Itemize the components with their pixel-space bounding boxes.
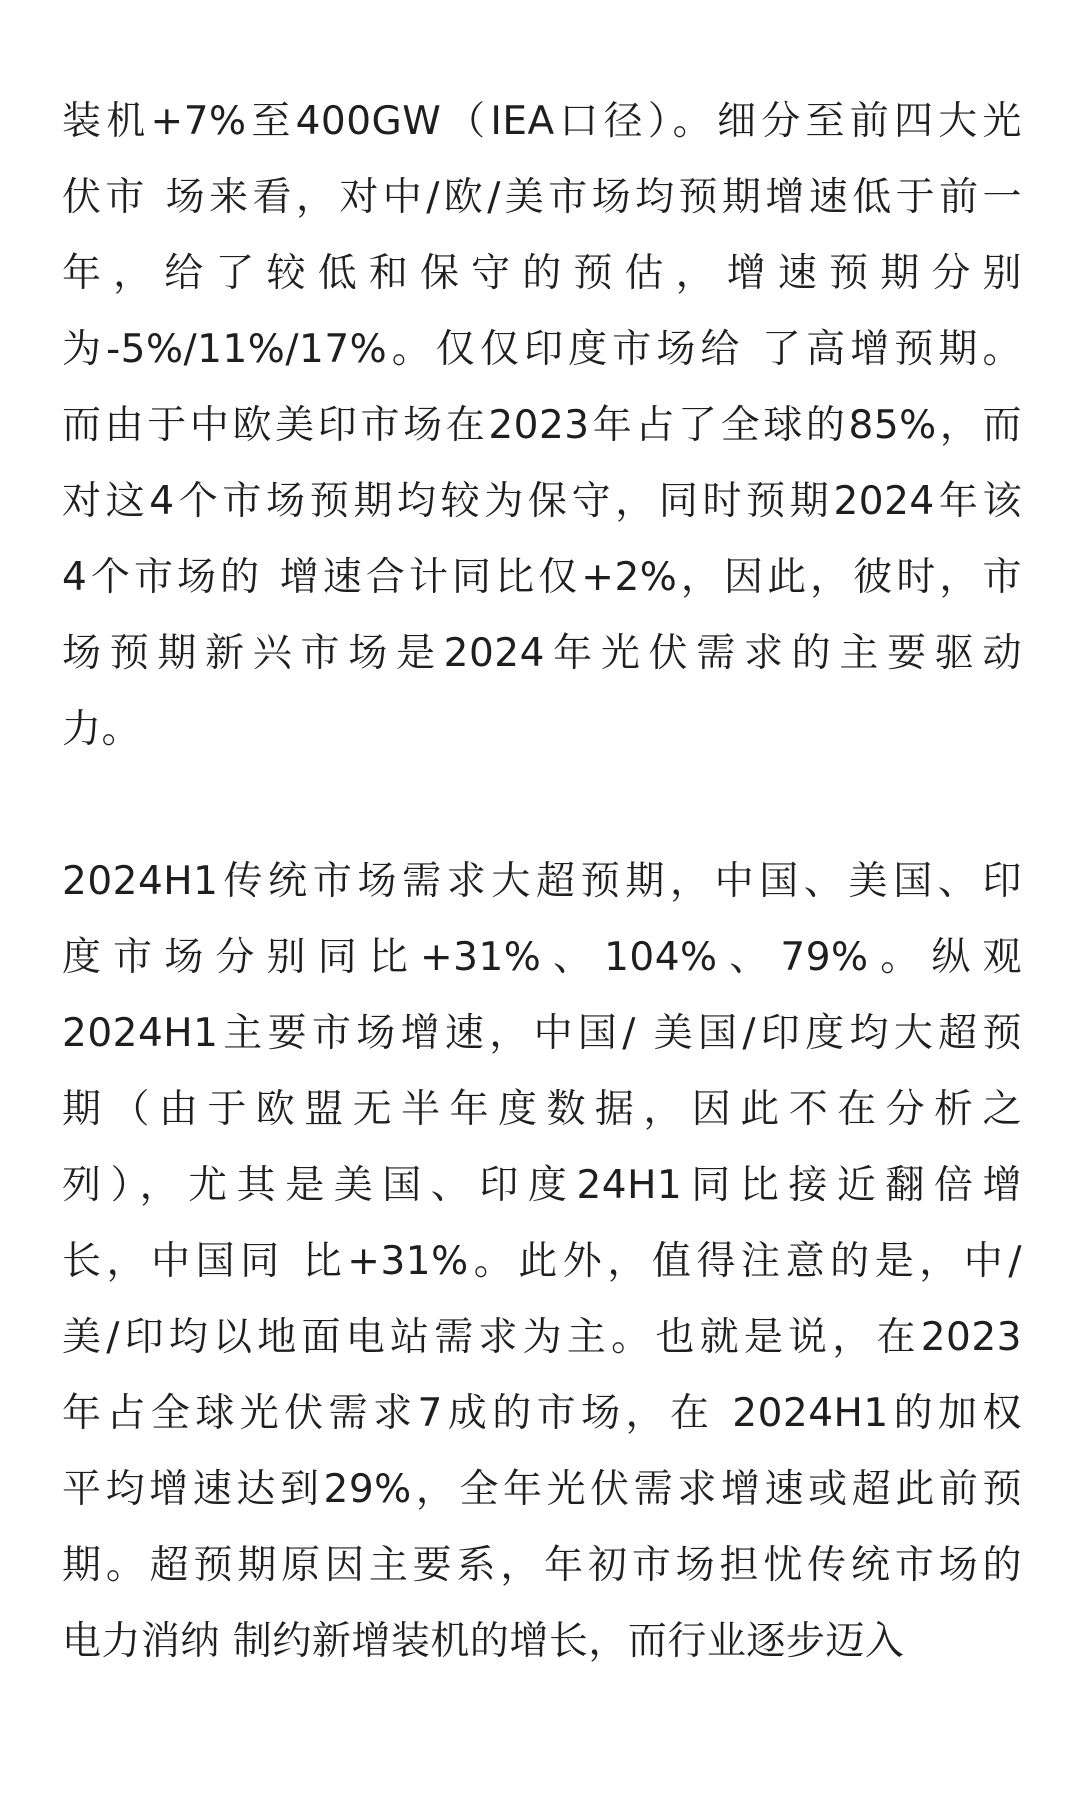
text-line: 长，中国同 比+31%。此外，值得注意的是，中/	[62, 1239, 1022, 1284]
text-line: 年，给了较低和保守的预估，增速预期分别	[62, 251, 1022, 296]
text-line: 美/印均以地面电站需求为主。也就是说，在2023	[62, 1315, 1022, 1360]
text-line: 为-5%/11%/17%。仅仅印度市场给 了高增预期。	[62, 327, 1022, 372]
text-line: 而由于中欧美印市场在2023年占了全球的85%，而	[62, 403, 1022, 448]
paragraph-2	[62, 844, 1022, 1680]
text-line: 4个市场的 增速合计同比仅+2%，因此，彼时，市	[62, 555, 1022, 600]
text-line: 对这4个市场预期均较为保守，同时预期2024年该	[62, 479, 1022, 524]
text-line: 伏市 场来看，对中/欧/美市场均预期增速低于前一	[62, 175, 1022, 220]
text-line: 2024H1主要市场增速，中国/ 美国/印度均大超预	[62, 1011, 1022, 1056]
text-line: 电力消纳 制约新增装机的增长，而行业逐步迈入	[62, 1619, 905, 1664]
text-line: 期（由于欧盟无半年度数据，因此不在分析之	[62, 1087, 1022, 1132]
text-line: 期。超预期原因主要系，年初市场担忧传统市场的	[62, 1543, 1022, 1588]
text-line: 装机+7%至400GW（IEA口径）。细分至前四大光	[62, 99, 1022, 144]
text-line: 度市场分别同比+31%、104%、79%。纵观	[62, 935, 1022, 980]
text-line: 年占全球光伏需求7成的市场，在 2024H1的加权	[62, 1391, 1022, 1436]
paragraph-1	[62, 84, 1022, 768]
article-body	[62, 84, 1022, 1680]
text-line: 2024H1传统市场需求大超预期，中国、美国、印	[62, 859, 1022, 904]
text-line: 列），尤其是美国、印度24H1同比接近翻倍增	[62, 1163, 1022, 1208]
paragraph-spacer	[62, 768, 1022, 844]
text-line: 场预期新兴市场是2024年光伏需求的主要驱动	[62, 631, 1022, 676]
text-line: 平均增速达到29%，全年光伏需求增速或超此前预	[62, 1467, 1022, 1512]
text-line: 力。	[62, 707, 142, 752]
